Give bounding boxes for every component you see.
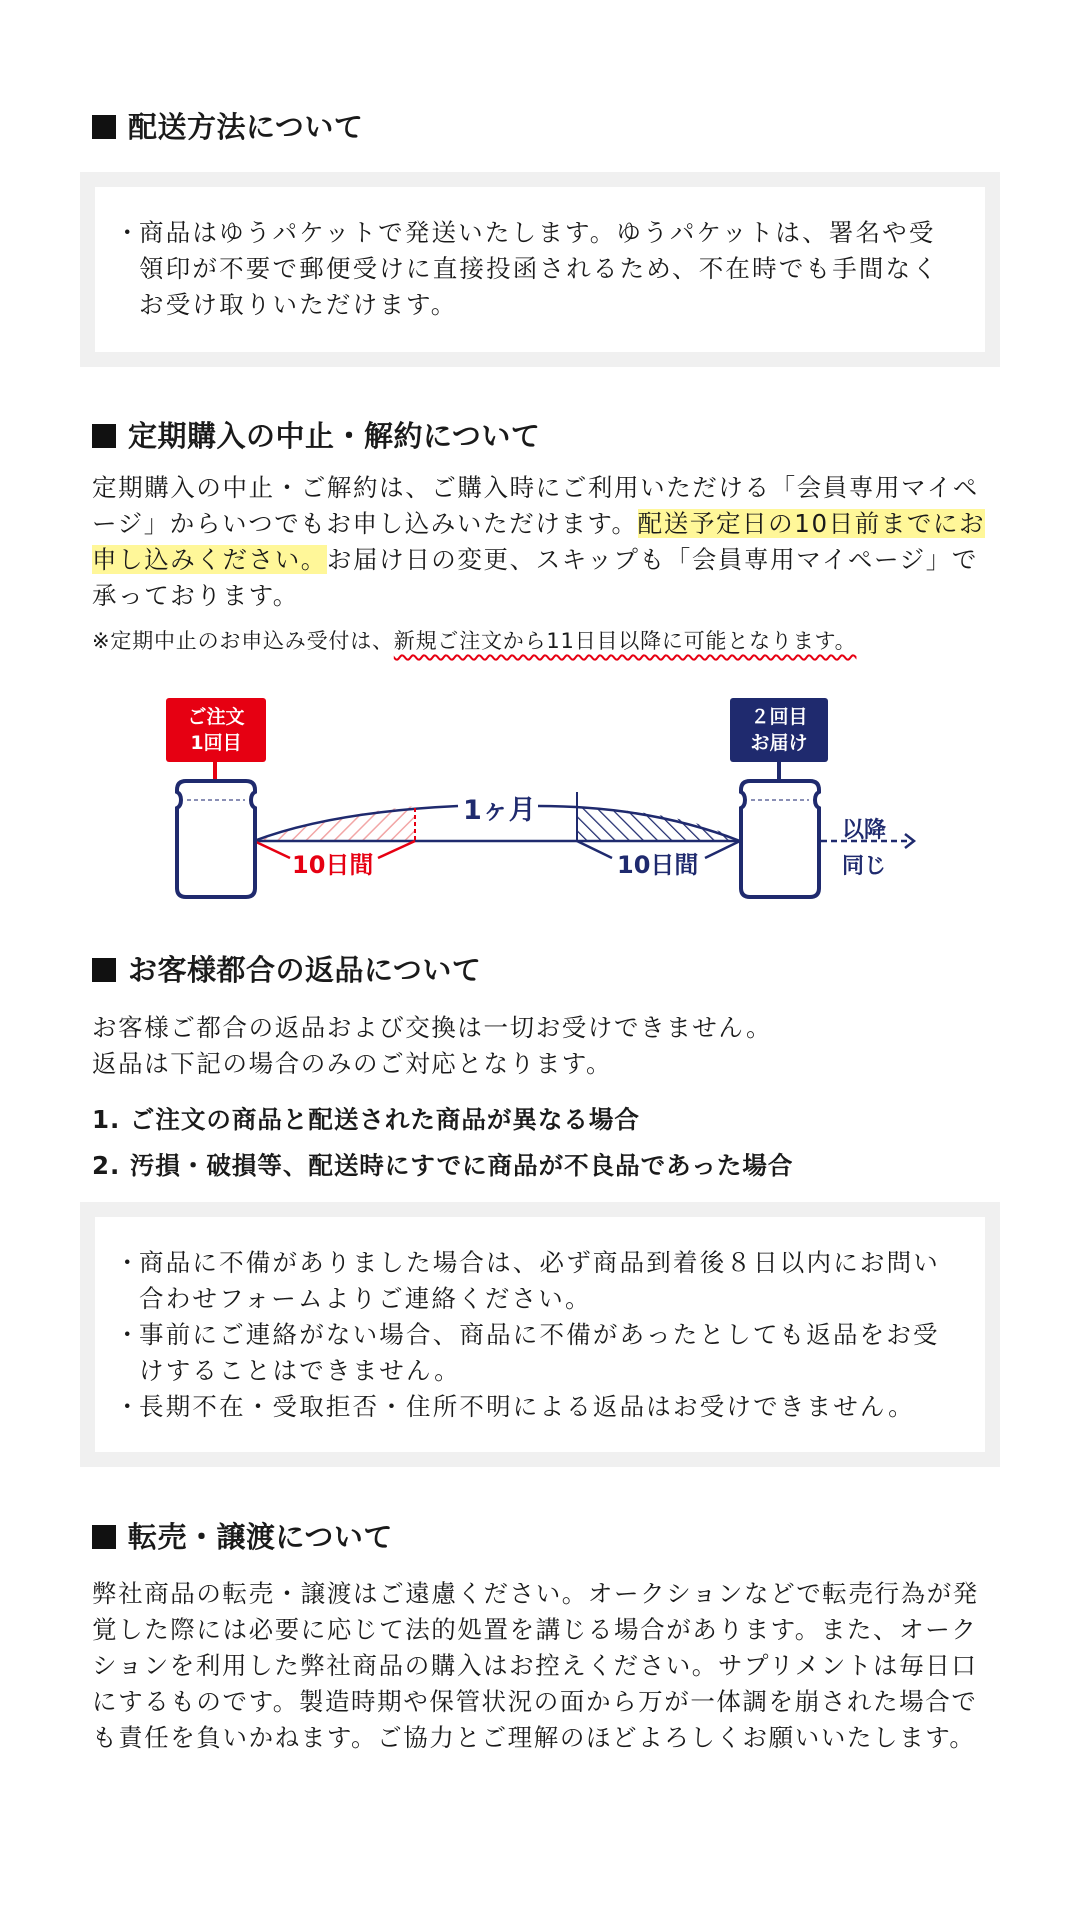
- returns-info-box: [80, 1202, 1000, 1467]
- month-label: 1ヶ月: [463, 795, 536, 826]
- subscription-note: [92, 626, 998, 656]
- list-item: ・ 長期不在・受取拒否・住所不明による返品はお受けできません。: [125, 1389, 957, 1425]
- tag-line: ２回目: [750, 706, 808, 728]
- bottle-icon: [177, 781, 255, 897]
- second-delivery-tag: [730, 698, 828, 762]
- heading-text: 定期購入の中止・解約について: [128, 419, 541, 453]
- after-label-line2: 同じ: [842, 854, 887, 879]
- paragraph-text: 定期購入の中止・ご解約は、ご購入時にご利用いただける「会員専用マイページ」からいつでもお申し込みいただけます。: [92, 473, 979, 538]
- square-bullet-icon: [92, 424, 116, 448]
- first-period-label: 10日間: [292, 851, 374, 879]
- square-bullet-icon: [92, 1525, 116, 1549]
- resale-paragraph: 弊社商品の転売・譲渡はご遠慮ください。オークションなどで転売行為が発覚した際には必要に応じて法的処置を講じる場合があります。また、オークションを利用した弊社商品の購入はお控えください。サプリメントは毎日口にするものです。製造時期や保管状況の面から万が一体調を崩された場合でも責任を負いかねます。ご協力とご理解のほどよろしくお願いいたします。: [92, 1579, 979, 1752]
- paragraph-line: 返品は下記の場合のみのご対応となります。: [92, 1049, 613, 1078]
- note-text: ※定期中止のお申込み受付は、: [92, 629, 394, 653]
- tag-line: お届け: [750, 732, 808, 754]
- subscription-paragraph: [92, 470, 998, 614]
- returns-paragraph: [92, 1010, 998, 1082]
- paragraph-text: お届け日の変更、スキップも「会員専用マイページ」で承っております。: [92, 545, 978, 610]
- square-bullet-icon: [92, 958, 116, 982]
- list-item: ・ 商品はゆうパケットで発送いたします。ゆうパケットは、署名や受領印が不要で郵便受けに直接投函されるため、不在時でも手間なくお受け取りいただけます。: [125, 215, 957, 323]
- heading-text: 転売・譲渡について: [128, 1520, 393, 1554]
- paragraph-line: お客様ご都合の返品および交換は一切お受けできません。: [92, 1013, 773, 1042]
- second-period-hatch: [577, 807, 740, 841]
- timeline-graphic: [0, 690, 1080, 910]
- square-bullet-icon: [92, 115, 116, 139]
- heading-returns: [92, 953, 481, 987]
- note-underlined-text: 新規ご注文から11日目以降に可能となります。: [393, 629, 857, 653]
- heading-text: お客様都合の返品について: [128, 953, 482, 987]
- delivery-info-box: [80, 172, 1000, 367]
- list-item: ・ 事前にご連絡がない場合、商品に不備があったとしても返品をお受けすることはできません。: [125, 1317, 957, 1389]
- heading-delivery: [92, 110, 363, 144]
- tag-line: 1回目: [190, 732, 242, 754]
- first-order-tag: [166, 698, 266, 762]
- heading-resale: [92, 1520, 393, 1554]
- bottle-icon: [741, 781, 819, 897]
- heading-text: 配送方法について: [128, 110, 364, 144]
- list-item: 2. 汚損・破損等、配送時にすでに商品が不良品であった場合: [92, 1151, 794, 1180]
- delivery-bullets: [125, 215, 957, 323]
- second-period-label: 10日間: [617, 851, 699, 879]
- list-item: ・ 商品に不備がありました場合は、必ず商品到着後８日以内にお問い合わせフォームよりご連絡ください。: [125, 1245, 957, 1317]
- heading-subscription: [92, 419, 540, 453]
- list-item: 1. ご注文の商品と配送された商品が異なる場合: [92, 1105, 640, 1134]
- tag-line: ご注文: [187, 706, 245, 728]
- highlighted-deadline-text: 配送予定日の10日前までにお申し込みください。: [92, 509, 986, 574]
- subscription-timeline-diagram: [0, 690, 1080, 910]
- after-label-line1: 以降: [842, 818, 887, 843]
- returns-conditions-list: [92, 1097, 793, 1189]
- returns-bullets: [125, 1245, 957, 1425]
